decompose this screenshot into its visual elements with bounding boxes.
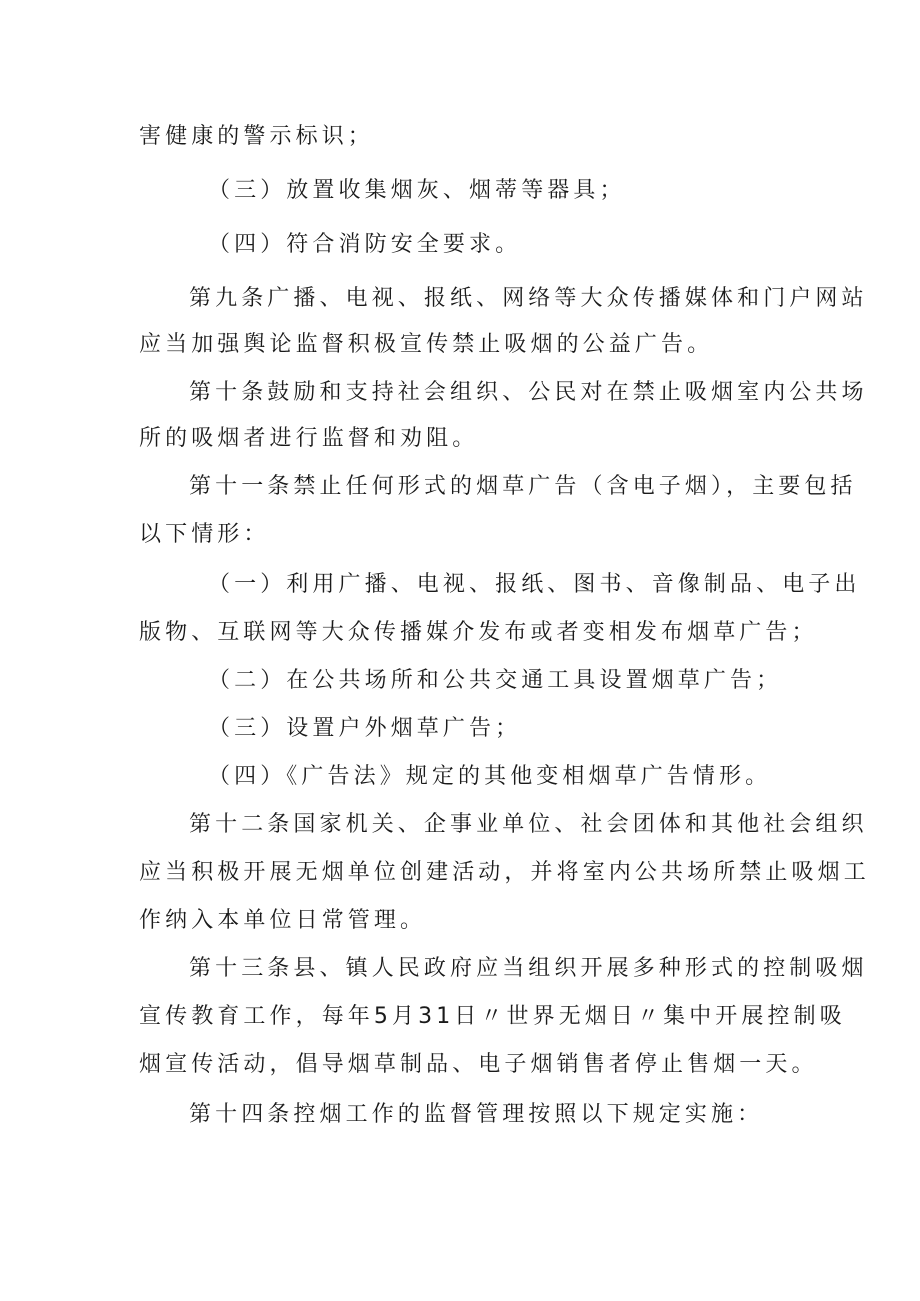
text-line: （二）在公共场所和公共交通工具设置烟草广告； <box>208 668 783 693</box>
text-line: 第十条鼓励和支持社会组织、公民对在禁止吸烟室内公共场 <box>189 380 868 405</box>
text-line: 宣传教育工作，每年5月31日〃世界无烟日〃集中开展控制吸 <box>139 1004 846 1029</box>
text-line: （三）放置收集烟灰、烟蒂等器具； <box>208 178 626 203</box>
text-line: 所的吸烟者进行监督和劝阻。 <box>139 426 479 451</box>
text-line: 第九条广播、电视、报纸、网络等大众传播媒体和门户网站 <box>189 286 868 311</box>
text-line: 第十三条县、镇人民政府应当组织开展多种形式的控制吸烟 <box>189 956 868 981</box>
text-line: （四）《广告法》规定的其他变相烟草广告情形。 <box>208 764 772 789</box>
text-line: 作纳入本单位日常管理。 <box>139 908 427 933</box>
text-line: 第十四条控烟工作的监督管理按照以下规定实施： <box>189 1102 764 1127</box>
text-line: 害健康的警示标识； <box>139 124 374 149</box>
text-line: （一）利用广播、电视、报纸、图书、音像制品、电子出 <box>208 572 861 597</box>
text-line: 以下情形： <box>139 522 270 547</box>
text-line: （三）设置户外烟草广告； <box>208 716 522 741</box>
text-line: 第十一条禁止任何形式的烟草广告（含电子烟），主要包括 <box>189 474 857 499</box>
text-line: 烟宣传活动，倡导烟草制品、电子烟销售者停止售烟一天。 <box>139 1052 818 1077</box>
text-line: 版物、互联网等大众传播媒介发布或者变相发布烟草广告； <box>139 620 818 645</box>
text-line: 第十二条国家机关、企事业单位、社会团体和其他社会组织 <box>189 812 868 837</box>
text-line: （四）符合消防安全要求。 <box>208 232 522 257</box>
text-line: 应当积极开展无烟单位创建活动，并将室内公共场所禁止吸烟工 <box>139 860 870 885</box>
text-line: 应当加强舆论监督积极宣传禁止吸烟的公益广告。 <box>139 332 714 357</box>
